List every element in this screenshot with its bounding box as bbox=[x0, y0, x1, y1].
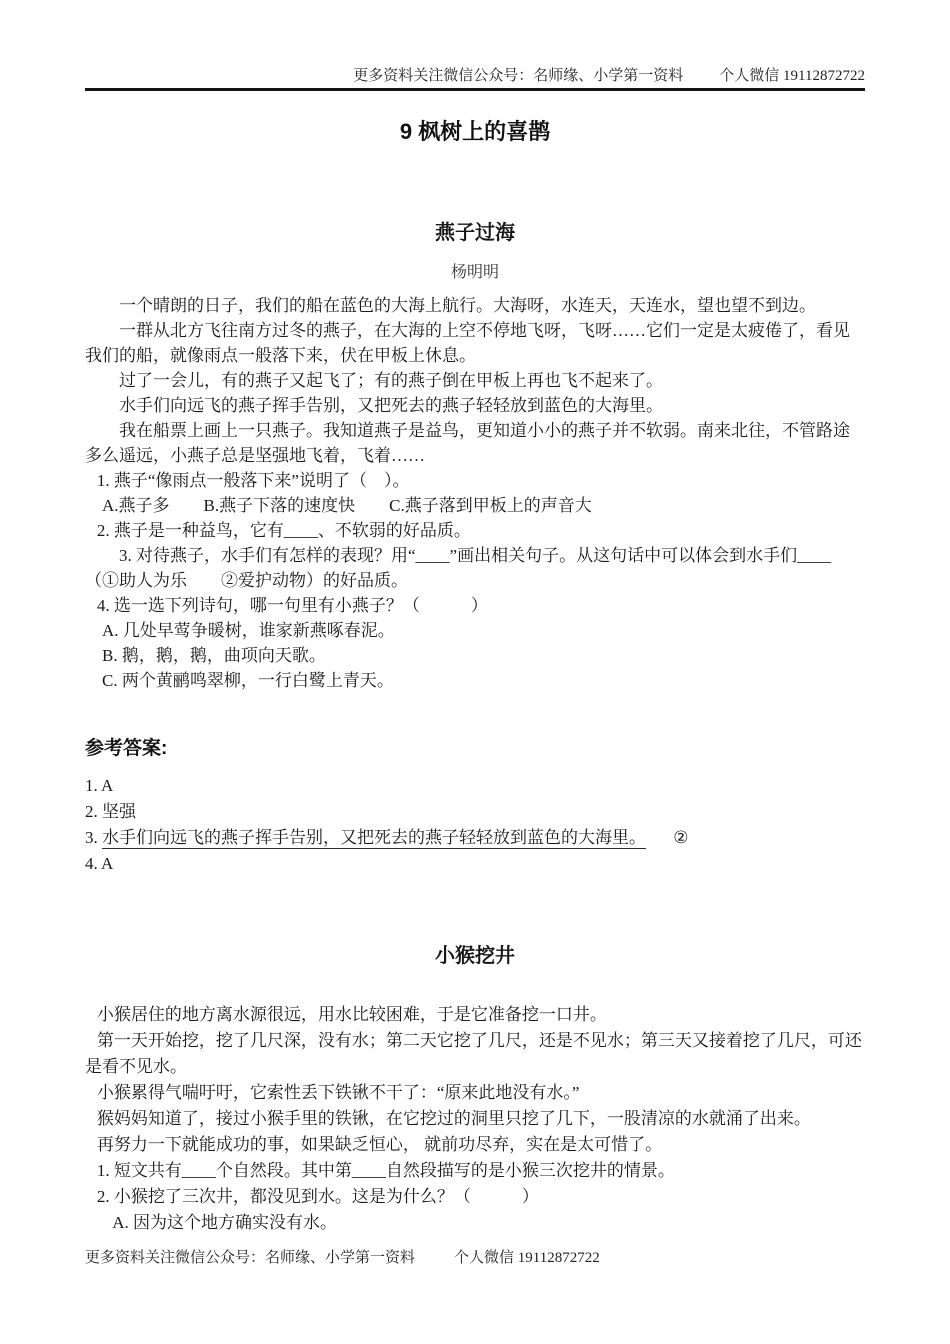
passage-xiaohou-wajing bbox=[0, 939, 950, 1236]
passage-paragraph: 水手们向远飞的燕子挥手告别，又把死去的燕子轻轻放到蓝色的大海里。 bbox=[119, 396, 663, 415]
passage-yanzi-guohai bbox=[0, 216, 950, 693]
passage-body bbox=[85, 1002, 865, 1236]
passage-title: 小猴挖井 bbox=[435, 945, 515, 967]
answer-key-heading: 参考答案: bbox=[85, 738, 168, 759]
answer-number: 3. bbox=[85, 828, 102, 847]
passage-paragraph: 第一天开始挖，挖了几尺深，没有水；第二天它挖了几尺，还是不见水；第三天又接着挖了几尺，可还是看不见水。 bbox=[85, 1031, 862, 1076]
question-item: 2. 燕子是一种益鸟，它有____、不软弱的好品质。 bbox=[96, 521, 471, 540]
question-item: 1. 燕子“像雨点一般落下来”说明了（ ）。 bbox=[96, 471, 410, 490]
option-item: B. 鹅，鹅，鹅，曲项向天歌。 bbox=[102, 646, 326, 665]
answer-underlined-text: 水手们向远飞的燕子挥手告别，又把死去的燕子轻轻放到蓝色的大海里。 bbox=[102, 828, 646, 847]
passage-author: 杨明明 bbox=[450, 264, 499, 281]
footer-contact-text: 个人微信 19112872722 bbox=[454, 1250, 600, 1266]
page-footer bbox=[85, 1246, 600, 1267]
question-item: 1. 短文共有____个自然段。其中第____自然段描写的是小猴三次挖井的情景。 bbox=[96, 1161, 675, 1180]
passage-paragraph: 我在船票上画上一只燕子。我知道燕子是益鸟，更知道小小的燕子并不软弱。南来北往，不管路途多么遥远，小燕子总是坚强地飞着，飞着…… bbox=[85, 421, 850, 465]
passage-paragraph: 一群从北方飞往南方过冬的燕子，在大海的上空不停地飞呀，飞呀……它们一定是太疲倦了，看见我们的船，就像雨点一般落下来，伏在甲板上休息。 bbox=[85, 321, 850, 365]
question-item: 4. 选一选下列诗句，哪一句里有小燕子？（ ） bbox=[96, 596, 488, 615]
passage-paragraph: 猴妈妈知道了，接过小猴手里的铁锹，在它挖过的洞里只挖了几下，一股清凉的水就涌了出来。 bbox=[96, 1109, 811, 1128]
answer-key-section bbox=[85, 733, 865, 877]
question-item: 3. 对待燕子，水手们有怎样的表现？用“____”画出相关句子。从这句话中可以体会到水手们____（①助人为乐 ②爱护动物）的好品质。 bbox=[85, 546, 832, 590]
passage-paragraph: 小猴累得气喘吁吁，它索性丢下铁锹不干了：“原来此地没有水。” bbox=[96, 1083, 580, 1102]
passage-paragraph: 再努力一下就能成功的事，如果缺乏恒心， 就前功尽弃，实在是太可惜了。 bbox=[96, 1135, 663, 1154]
footer-promo-text: 更多资料关注微信公众号：名师缘、小学第一资料 bbox=[85, 1250, 416, 1266]
answer-item: 2. 坚强 bbox=[85, 802, 136, 821]
passage-paragraph: 小猴居住的地方离水源很远，用水比较困难，于是它准备挖一口井。 bbox=[96, 1005, 607, 1024]
answer-list bbox=[85, 773, 865, 877]
passage-paragraph: 一个晴朗的日子，我们的船在蓝色的大海上航行。大海呀，水连天，天连水，望也望不到边。 bbox=[119, 296, 816, 315]
header-promo-text: 更多资料关注微信公众号：名师缘、小学第一资料 bbox=[353, 68, 684, 84]
option-item: A. 因为这个地方确实没有水。 bbox=[112, 1213, 337, 1232]
answer-item: 4. A bbox=[85, 854, 114, 873]
passage-title: 燕子过海 bbox=[435, 222, 515, 244]
passage-body bbox=[85, 293, 865, 693]
option-item: A. 几处早莺争暖树，谁家新燕啄春泥。 bbox=[102, 621, 395, 640]
header-contact-text: 个人微信 19112872722 bbox=[719, 68, 865, 84]
question-item: 2. 小猴挖了三次井，都没见到水。这是为什么？（ ） bbox=[96, 1187, 539, 1206]
option-item: C. 两个黄鹂鸣翠柳，一行白鹭上青天。 bbox=[102, 671, 394, 690]
document-title: 9 枫树上的喜鹊 bbox=[399, 119, 551, 144]
answer-item: 1. A bbox=[85, 776, 114, 795]
answer-item bbox=[85, 825, 865, 851]
passage-paragraph: 过了一会儿，有的燕子又起飞了；有的燕子倒在甲板上再也飞不起来了。 bbox=[119, 371, 663, 390]
page-header bbox=[85, 0, 865, 91]
answer-choice-mark: ② bbox=[673, 828, 689, 847]
option-row: A.燕子多 B.燕子下落的速度快 C.燕子落到甲板上的声音大 bbox=[102, 496, 592, 515]
